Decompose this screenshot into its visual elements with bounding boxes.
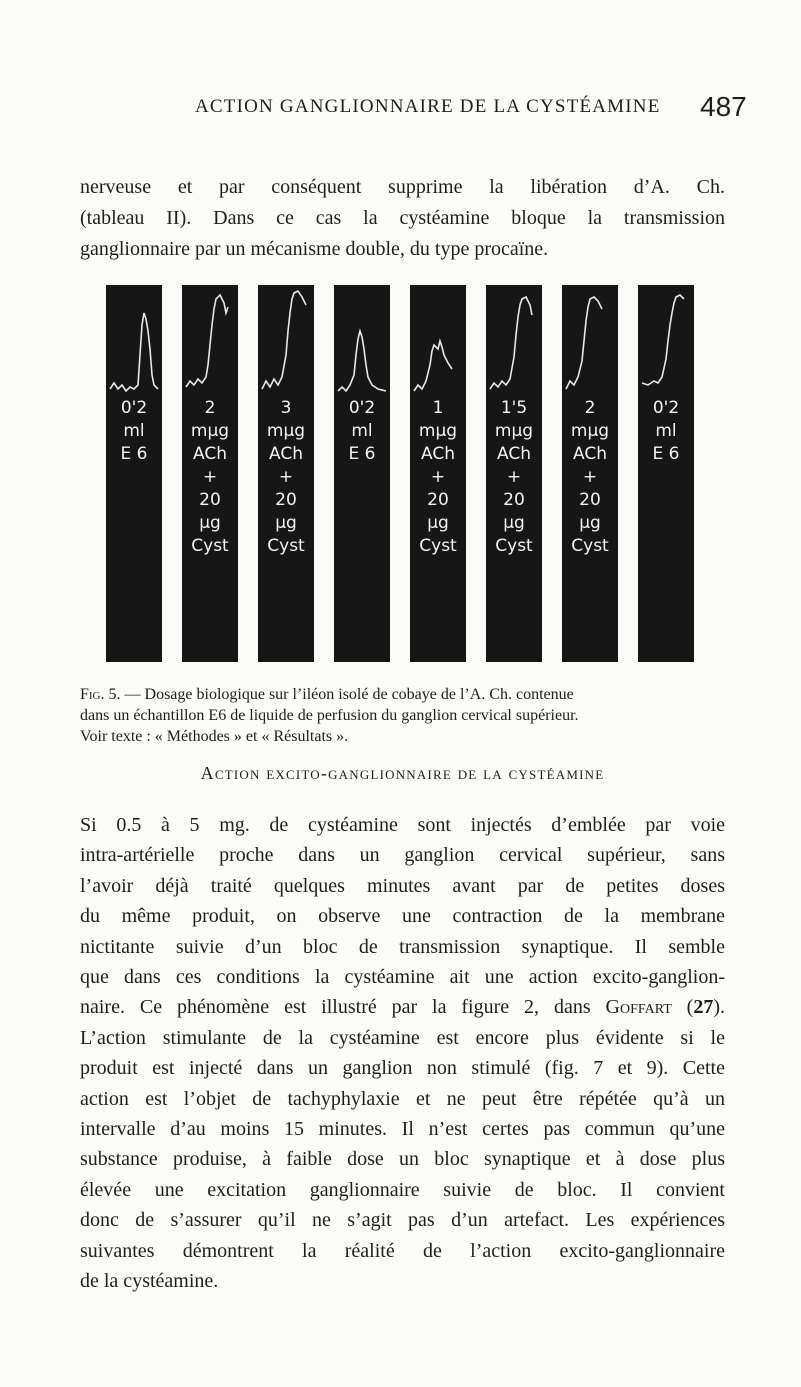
strip-label: 20 [199, 490, 221, 510]
strip-label: μg [503, 513, 525, 533]
strip-label: ml [655, 421, 677, 441]
figure-caption [80, 684, 725, 747]
strip-label: + [506, 467, 522, 487]
strip-label: ml [351, 421, 373, 441]
strip-label: E 6 [120, 444, 148, 464]
contraction-trace [410, 285, 466, 415]
paragraph-line: l’avoir déjà traité quelques minutes avant par de petites doses [80, 874, 725, 897]
text-run: ( [671, 996, 694, 1019]
recording-strip [334, 285, 390, 662]
paragraph-line: produit est injecté dans un ganglion non stimulé (fig. 7 et 9). Cette [80, 1057, 725, 1080]
strip-label: mμg [266, 421, 306, 441]
strip-label: 0'2 [652, 398, 680, 418]
strip-label: + [430, 467, 446, 487]
caption-line: dans un échantillon E6 de liquide de perfusion du ganglion cervical supérieur. [80, 707, 579, 724]
page-number: 487 [700, 91, 747, 122]
strip-label: 20 [579, 490, 601, 510]
recording-strip [486, 285, 542, 662]
strip-labels [562, 397, 618, 558]
strip-label: Cyst [267, 536, 305, 556]
strip-label: ACh [269, 444, 303, 464]
paragraph-line: action est l’objet de tachyphylaxie et ne peut être répétée qu’à un [80, 1087, 725, 1110]
strip-label: + [582, 467, 598, 487]
reference-number: 27 [693, 996, 714, 1019]
paragraph-line: intervalle d’au moins 15 minutes. Il n’est certes pas commun qu’une [80, 1118, 725, 1141]
recording-strip [182, 285, 238, 662]
paragraph-line: du même produit, on observe une contraction de la membrane [80, 905, 725, 928]
paragraph-1 [80, 172, 725, 265]
strip-label: 2 [204, 398, 216, 418]
strip-labels [258, 397, 314, 558]
strip-labels [334, 397, 390, 466]
paragraph-line: (tableau II). Dans ce cas la cystéamine bloque la transmission [80, 207, 725, 229]
strip-label: ACh [193, 444, 227, 464]
contraction-trace [182, 285, 238, 415]
strip-labels [486, 397, 542, 558]
paragraph-line: que dans ces conditions la cystéamine ait une action excito-ganglion- [80, 966, 725, 989]
strip-label: E 6 [652, 444, 680, 464]
strip-label: 0'2 [120, 398, 148, 418]
strip-label: mμg [418, 421, 458, 441]
contraction-trace [334, 285, 390, 415]
strip-label: μg [579, 513, 601, 533]
strip-label: μg [427, 513, 449, 533]
contraction-trace [562, 285, 618, 415]
recording-strip [258, 285, 314, 662]
figure-5-kymograph [100, 280, 710, 670]
figure-label: Fig. 5. [80, 686, 121, 703]
section-heading: Action excito-ganglionnaire de la cystéamine [200, 763, 605, 783]
paragraph-line: donc de s’assurer qu’il ne s’agit pas d’un artefact. Les expériences [80, 1209, 725, 1232]
caption-line: Voir texte : « Méthodes » et « Résultats ». [80, 728, 349, 745]
strip-label: ml [123, 421, 145, 441]
recording-strip [638, 285, 694, 662]
strip-label: ACh [421, 444, 455, 464]
strip-label: 2 [584, 398, 596, 418]
strip-label: 20 [503, 490, 525, 510]
paragraph-line: suivantes démontrent la réalité de l’action excito-ganglionnaire [80, 1239, 725, 1262]
recording-strip [106, 285, 162, 662]
contraction-trace [106, 285, 162, 415]
strip-label: μg [199, 513, 221, 533]
strip-labels [638, 397, 694, 466]
contraction-trace [638, 285, 694, 415]
strip-label: 1 [432, 398, 444, 418]
paragraph-line: élevée une excitation ganglionnaire suivie de bloc. Il convient [80, 1178, 725, 1201]
paragraph-2 [80, 810, 725, 1297]
strip-label: Cyst [191, 536, 229, 556]
strip-label: mμg [190, 421, 230, 441]
strip-labels [410, 397, 466, 558]
paragraph-line: intra-artérielle proche dans un ganglion cervical supérieur, sans [80, 844, 725, 867]
strip-label: Cyst [571, 536, 609, 556]
strip-label: E 6 [348, 444, 376, 464]
author-name: Goffart [605, 996, 672, 1019]
paragraph-line: nerveuse et par conséquent supprime la libération d’A. Ch. [80, 176, 725, 198]
recording-strip [562, 285, 618, 662]
recording-strip [410, 285, 466, 662]
strip-label: mμg [570, 421, 610, 441]
strip-label: 20 [427, 490, 449, 510]
strip-label: Cyst [495, 536, 533, 556]
paragraph-line: nictitante suivie d’un bloc de transmission synaptique. Il semble [80, 935, 725, 958]
text-run: naire. Ce phénomène est illustré par la figure 2, dans [80, 996, 591, 1019]
paragraph-line: L’action stimulante de la cystéamine est encore plus évidente si le [80, 1026, 725, 1049]
strip-labels [182, 397, 238, 558]
strip-label: ACh [497, 444, 531, 464]
strip-label: + [278, 467, 294, 487]
paragraph-line: Si 0.5 à 5 mg. de cystéamine sont injectés d’emblée par voie [80, 814, 725, 836]
strip-label: 1'5 [500, 398, 528, 418]
strip-label: + [202, 467, 218, 487]
strip-labels [106, 397, 162, 466]
contraction-trace [258, 285, 314, 415]
paragraph-line: ganglionnaire par un mécanisme double, du type procaïne. [80, 238, 549, 260]
strip-label: mμg [494, 421, 534, 441]
strip-label: 20 [275, 490, 297, 510]
caption-line [80, 684, 725, 705]
text-run: ). [713, 996, 725, 1019]
strip-label: 0'2 [348, 398, 376, 418]
paragraph-line: de la cystéamine. [80, 1270, 219, 1293]
strip-label: μg [275, 513, 297, 533]
paragraph-line [80, 992, 725, 1022]
strip-label: 3 [280, 398, 292, 418]
strip-label: Cyst [419, 536, 457, 556]
strip-label: ACh [573, 444, 607, 464]
contraction-trace [486, 285, 542, 415]
caption-text: — Dosage biologique sur l’iléon isolé de cobaye de l’A. Ch. contenue [124, 686, 574, 703]
running-head [0, 91, 801, 126]
paragraph-line: substance produise, à faible dose un bloc synaptique et à dose plus [80, 1148, 725, 1171]
running-head-title: ACTION GANGLIONNAIRE DE LA CYSTÉAMINE [195, 96, 661, 117]
